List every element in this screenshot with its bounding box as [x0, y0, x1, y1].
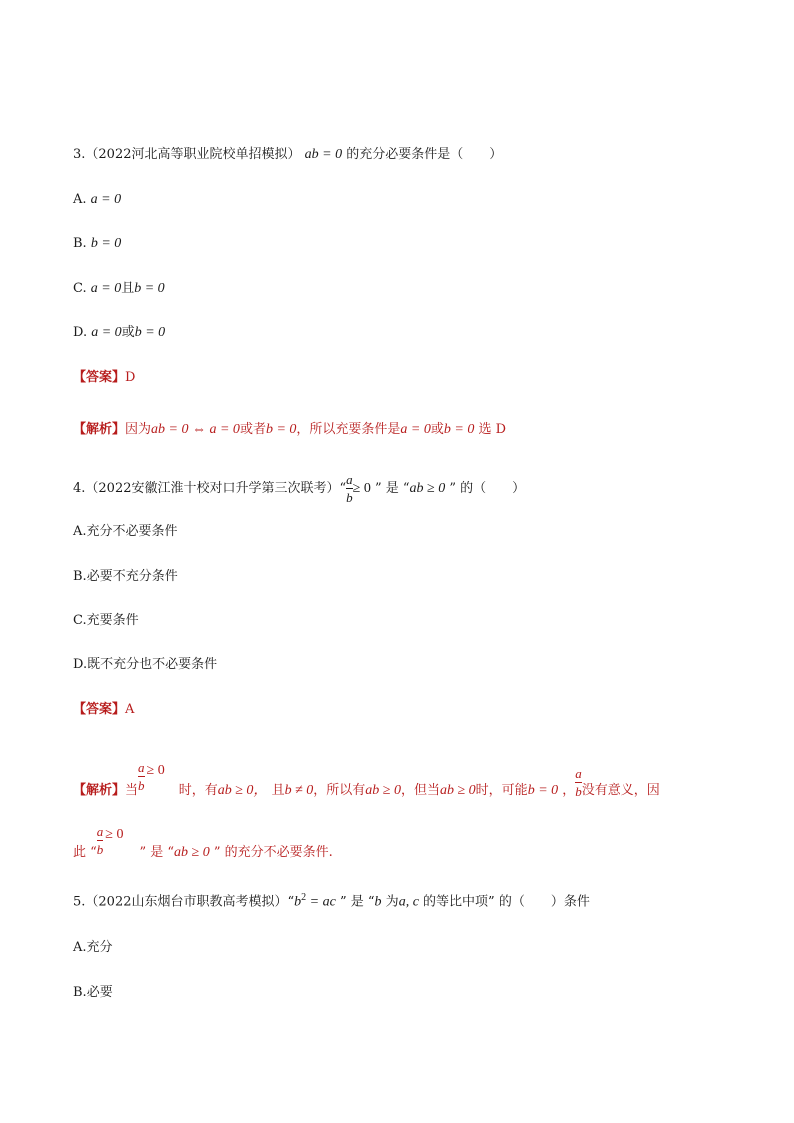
q4-option-c: C.充要条件 — [73, 613, 139, 628]
q4-option-a: A.充分不必要条件 — [73, 524, 178, 539]
q3-option-c: C. a = 0且b = 0 — [73, 281, 165, 296]
q3-option-d: D. a = 0或b = 0 — [73, 325, 166, 340]
q4-source: （2022安徽江淮十校对口升学第三次联考） — [85, 481, 340, 496]
q4-analysis-line1: 【解析】当 $\frac{a}{b}$ ≥ 0时，有ab ≥ 0， 且b ≠ 0，所以有ab ≥ 0，但当ab ≥ 0时，可能b = 0 ， $\frac{a}{b}$ 没有意义，因 — [73, 760, 660, 799]
q5-option-b: B.必要 — [73, 985, 113, 1000]
q5-option-a: A.充分 — [73, 940, 113, 955]
q5-source: （2022山东烟台市职教高考模拟） — [85, 894, 288, 910]
q4-stem: 4.（2022安徽江淮十校对口升学第三次联考）“ $\frac{a}{b}$ ≥ 0 ” 是 “ab ≥ 0 ” 的（ ） — [73, 472, 526, 505]
q3-answer: 【答案】D — [73, 370, 136, 385]
q4-option-b: B.必要不充分条件 — [73, 569, 178, 584]
q4-option-d: D.既不充分也不必要条件 — [73, 657, 218, 672]
q4-answer: 【答案】A — [73, 702, 135, 717]
q3-option-a: A. a = 0 — [73, 192, 122, 207]
q3-source: （2022河北高等职业院校单招模拟） — [85, 147, 301, 162]
q3-expr: ab = 0 — [304, 147, 343, 162]
q3-analysis: 【解析】因为ab = 0 ⇔ a = 0或者b = 0，所以充要条件是a = 0或b = 0 选 D — [73, 422, 507, 437]
q4-analysis-line2: 此 “ $\frac{a}{b}$ ≥ 0” 是 “ab ≥ 0 ” 的充分不必要条件. — [73, 824, 333, 860]
q4-fraction: $\frac{a}{b}$ — [346, 472, 353, 505]
q3-stem: 3.（2022河北高等职业院校单招模拟） ab = 0 的充分必要条件是（ ） — [73, 147, 503, 162]
q4-analysis-fraction-1: $\frac{a}{b}$ — [138, 760, 145, 793]
q4-analysis-fraction-3: $\frac{a}{b}$ — [96, 824, 104, 857]
q5-stem: 5.（2022山东烟台市职教高考模拟）“$b^2$ = ac ” 是 “b 为a, c 的等比中项” 的（ ）条件 — [73, 892, 590, 910]
q4-analysis-fraction-2: $\frac{a}{b}$ — [575, 766, 582, 799]
q3-option-b: B. b = 0 — [73, 236, 122, 251]
